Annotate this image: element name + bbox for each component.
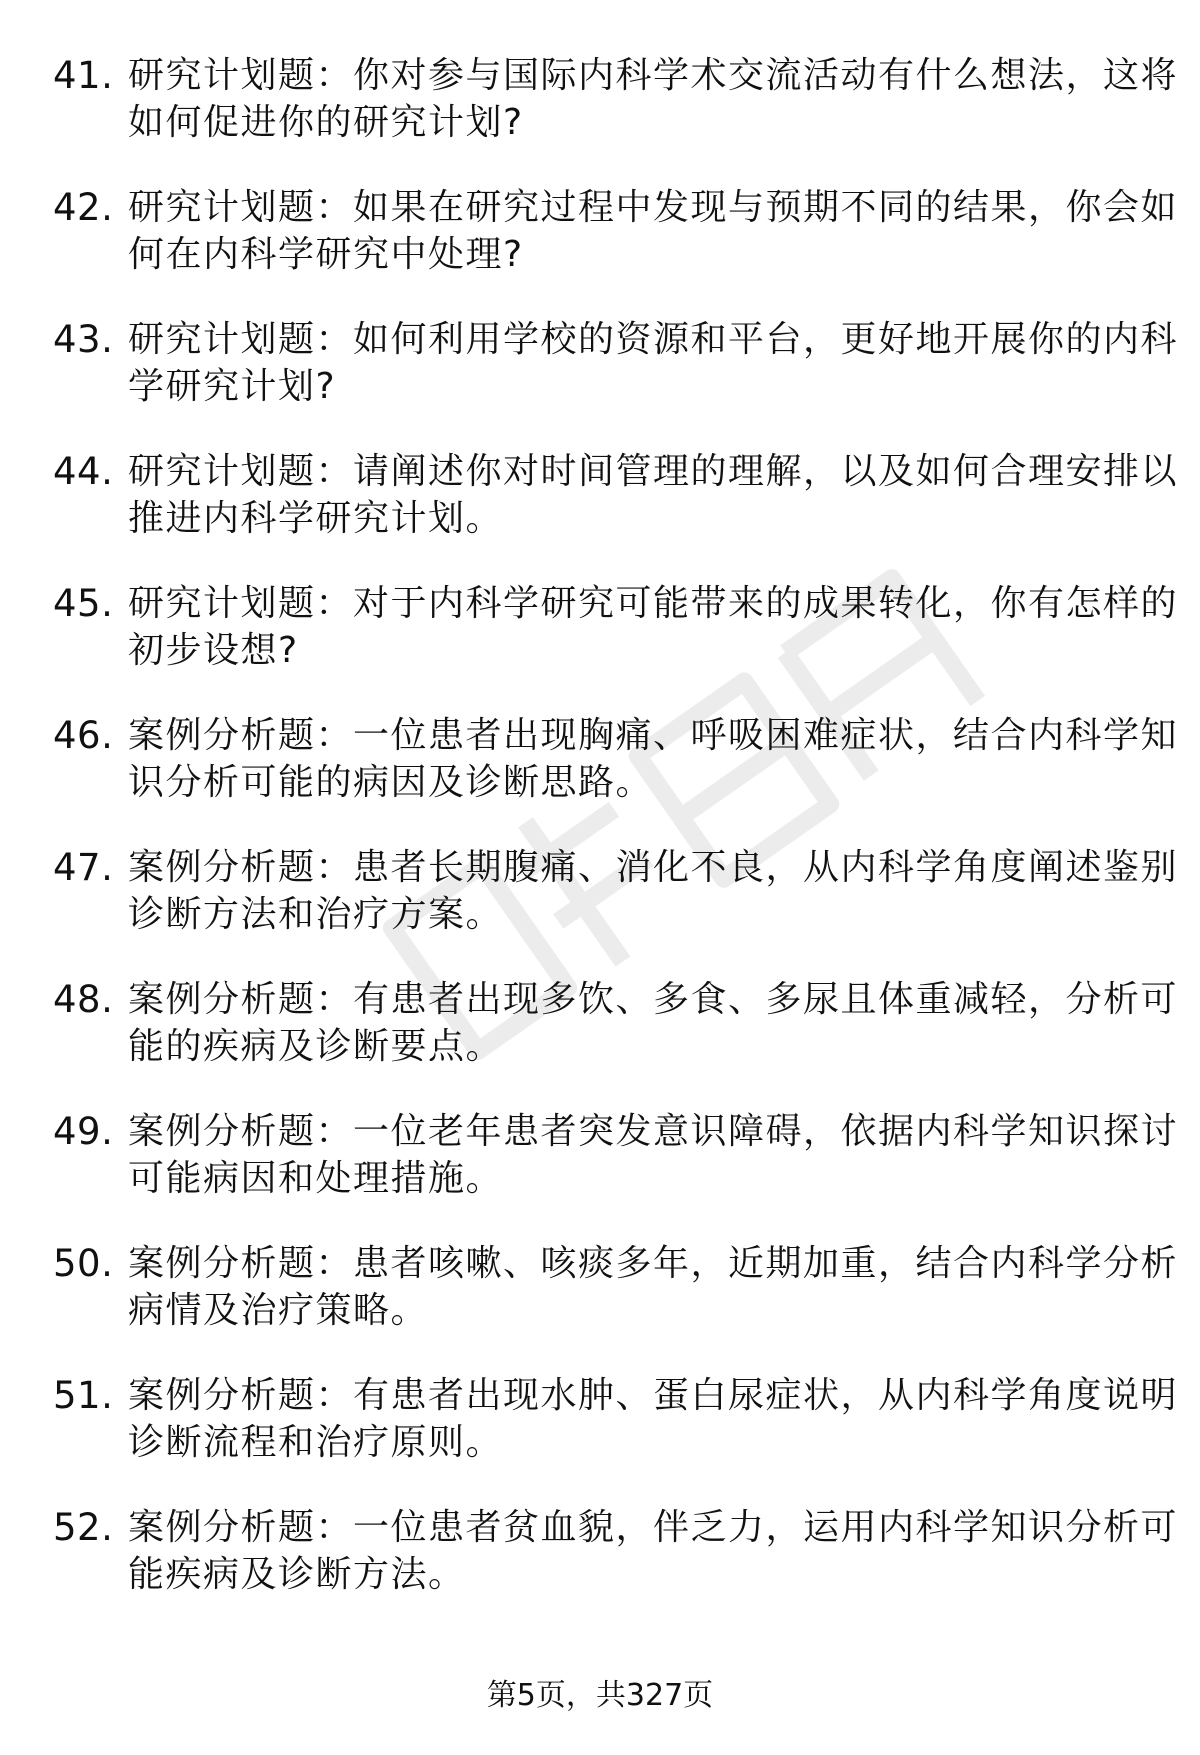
question-item bbox=[0, 316, 1200, 448]
question-line: 案例分析题：有患者出现多饮、多食、多尿且体重减轻，分析可 bbox=[128, 979, 1179, 1020]
question-line: 案例分析题：患者咳嗽、咳痰多年，近期加重，结合内科学分析 bbox=[128, 1243, 1179, 1284]
question-text bbox=[128, 580, 1179, 674]
question-number: 51. bbox=[53, 1374, 114, 1417]
question-list bbox=[0, 52, 1200, 1636]
question-line: 研究计划题：如何利用学校的资源和平台，更好地开展你的内科 bbox=[128, 319, 1179, 360]
question-line: 病情及治疗策略。 bbox=[128, 1290, 429, 1331]
question-item bbox=[0, 580, 1200, 712]
question-item bbox=[0, 52, 1200, 184]
question-text bbox=[128, 1372, 1179, 1466]
question-number: 48. bbox=[53, 978, 114, 1021]
question-text bbox=[128, 1504, 1179, 1598]
question-item bbox=[0, 844, 1200, 976]
question-number: 46. bbox=[53, 714, 114, 757]
question-number: 45. bbox=[53, 582, 114, 625]
question-item bbox=[0, 1240, 1200, 1372]
question-text bbox=[128, 1240, 1179, 1334]
question-line: 案例分析题：患者长期腹痛、消化不良，从内科学角度阐述鉴别 bbox=[128, 847, 1179, 888]
question-line: 学研究计划? bbox=[128, 366, 337, 407]
question-line: 案例分析题：有患者出现水肿、蛋白尿症状，从内科学角度说明 bbox=[128, 1375, 1179, 1416]
question-number: 49. bbox=[53, 1110, 114, 1153]
question-line: 诊断流程和治疗原则。 bbox=[128, 1422, 504, 1463]
question-text bbox=[128, 52, 1179, 146]
question-line: 推进内科学研究计划。 bbox=[128, 498, 504, 539]
question-number: 47. bbox=[53, 846, 114, 889]
question-item bbox=[0, 1372, 1200, 1504]
question-line: 何在内科学研究中处理? bbox=[128, 234, 524, 275]
question-number: 50. bbox=[53, 1242, 114, 1285]
question-line: 研究计划题：如果在研究过程中发现与预期不同的结果，你会如 bbox=[128, 187, 1179, 228]
question-number: 52. bbox=[53, 1506, 114, 1549]
question-line: 研究计划题：对于内科学研究可能带来的成果转化，你有怎样的 bbox=[128, 583, 1179, 624]
question-line: 研究计划题：请阐述你对时间管理的理解，以及如何合理安排以 bbox=[128, 451, 1179, 492]
question-line: 初步设想? bbox=[128, 630, 299, 671]
question-item bbox=[0, 1108, 1200, 1240]
question-item bbox=[0, 976, 1200, 1108]
question-item bbox=[0, 1504, 1200, 1636]
question-text bbox=[128, 1108, 1179, 1202]
question-line: 能疾病及诊断方法。 bbox=[128, 1554, 466, 1595]
question-number: 44. bbox=[53, 450, 114, 493]
question-line: 诊断方法和治疗方案。 bbox=[128, 894, 504, 935]
question-line: 如何促进你的研究计划? bbox=[128, 102, 524, 143]
question-line: 案例分析题：一位患者出现胸痛、呼吸困难症状，结合内科学知 bbox=[128, 715, 1179, 756]
question-line: 研究计划题：你对参与国际内科学术交流活动有什么想法，这将 bbox=[128, 55, 1179, 96]
question-item bbox=[0, 448, 1200, 580]
question-line: 能的疾病及诊断要点。 bbox=[128, 1026, 504, 1067]
question-number: 43. bbox=[53, 318, 114, 361]
question-item bbox=[0, 184, 1200, 316]
question-item bbox=[0, 712, 1200, 844]
page-footer: 第5页，共327页 bbox=[486, 1678, 714, 1713]
question-text bbox=[128, 844, 1179, 938]
question-text bbox=[128, 448, 1179, 542]
question-text bbox=[128, 712, 1179, 806]
question-text bbox=[128, 184, 1179, 278]
question-number: 41. bbox=[53, 54, 114, 97]
question-text bbox=[128, 976, 1179, 1070]
question-line: 识分析可能的病因及诊断思路。 bbox=[128, 762, 654, 803]
question-text bbox=[128, 316, 1179, 410]
question-line: 案例分析题：一位患者贫血貌，伴乏力，运用内科学知识分析可 bbox=[128, 1507, 1179, 1548]
question-line: 案例分析题：一位老年患者突发意识障碍，依据内科学知识探讨 bbox=[128, 1111, 1179, 1152]
question-line: 可能病因和处理措施。 bbox=[128, 1158, 504, 1199]
question-number: 42. bbox=[53, 186, 114, 229]
